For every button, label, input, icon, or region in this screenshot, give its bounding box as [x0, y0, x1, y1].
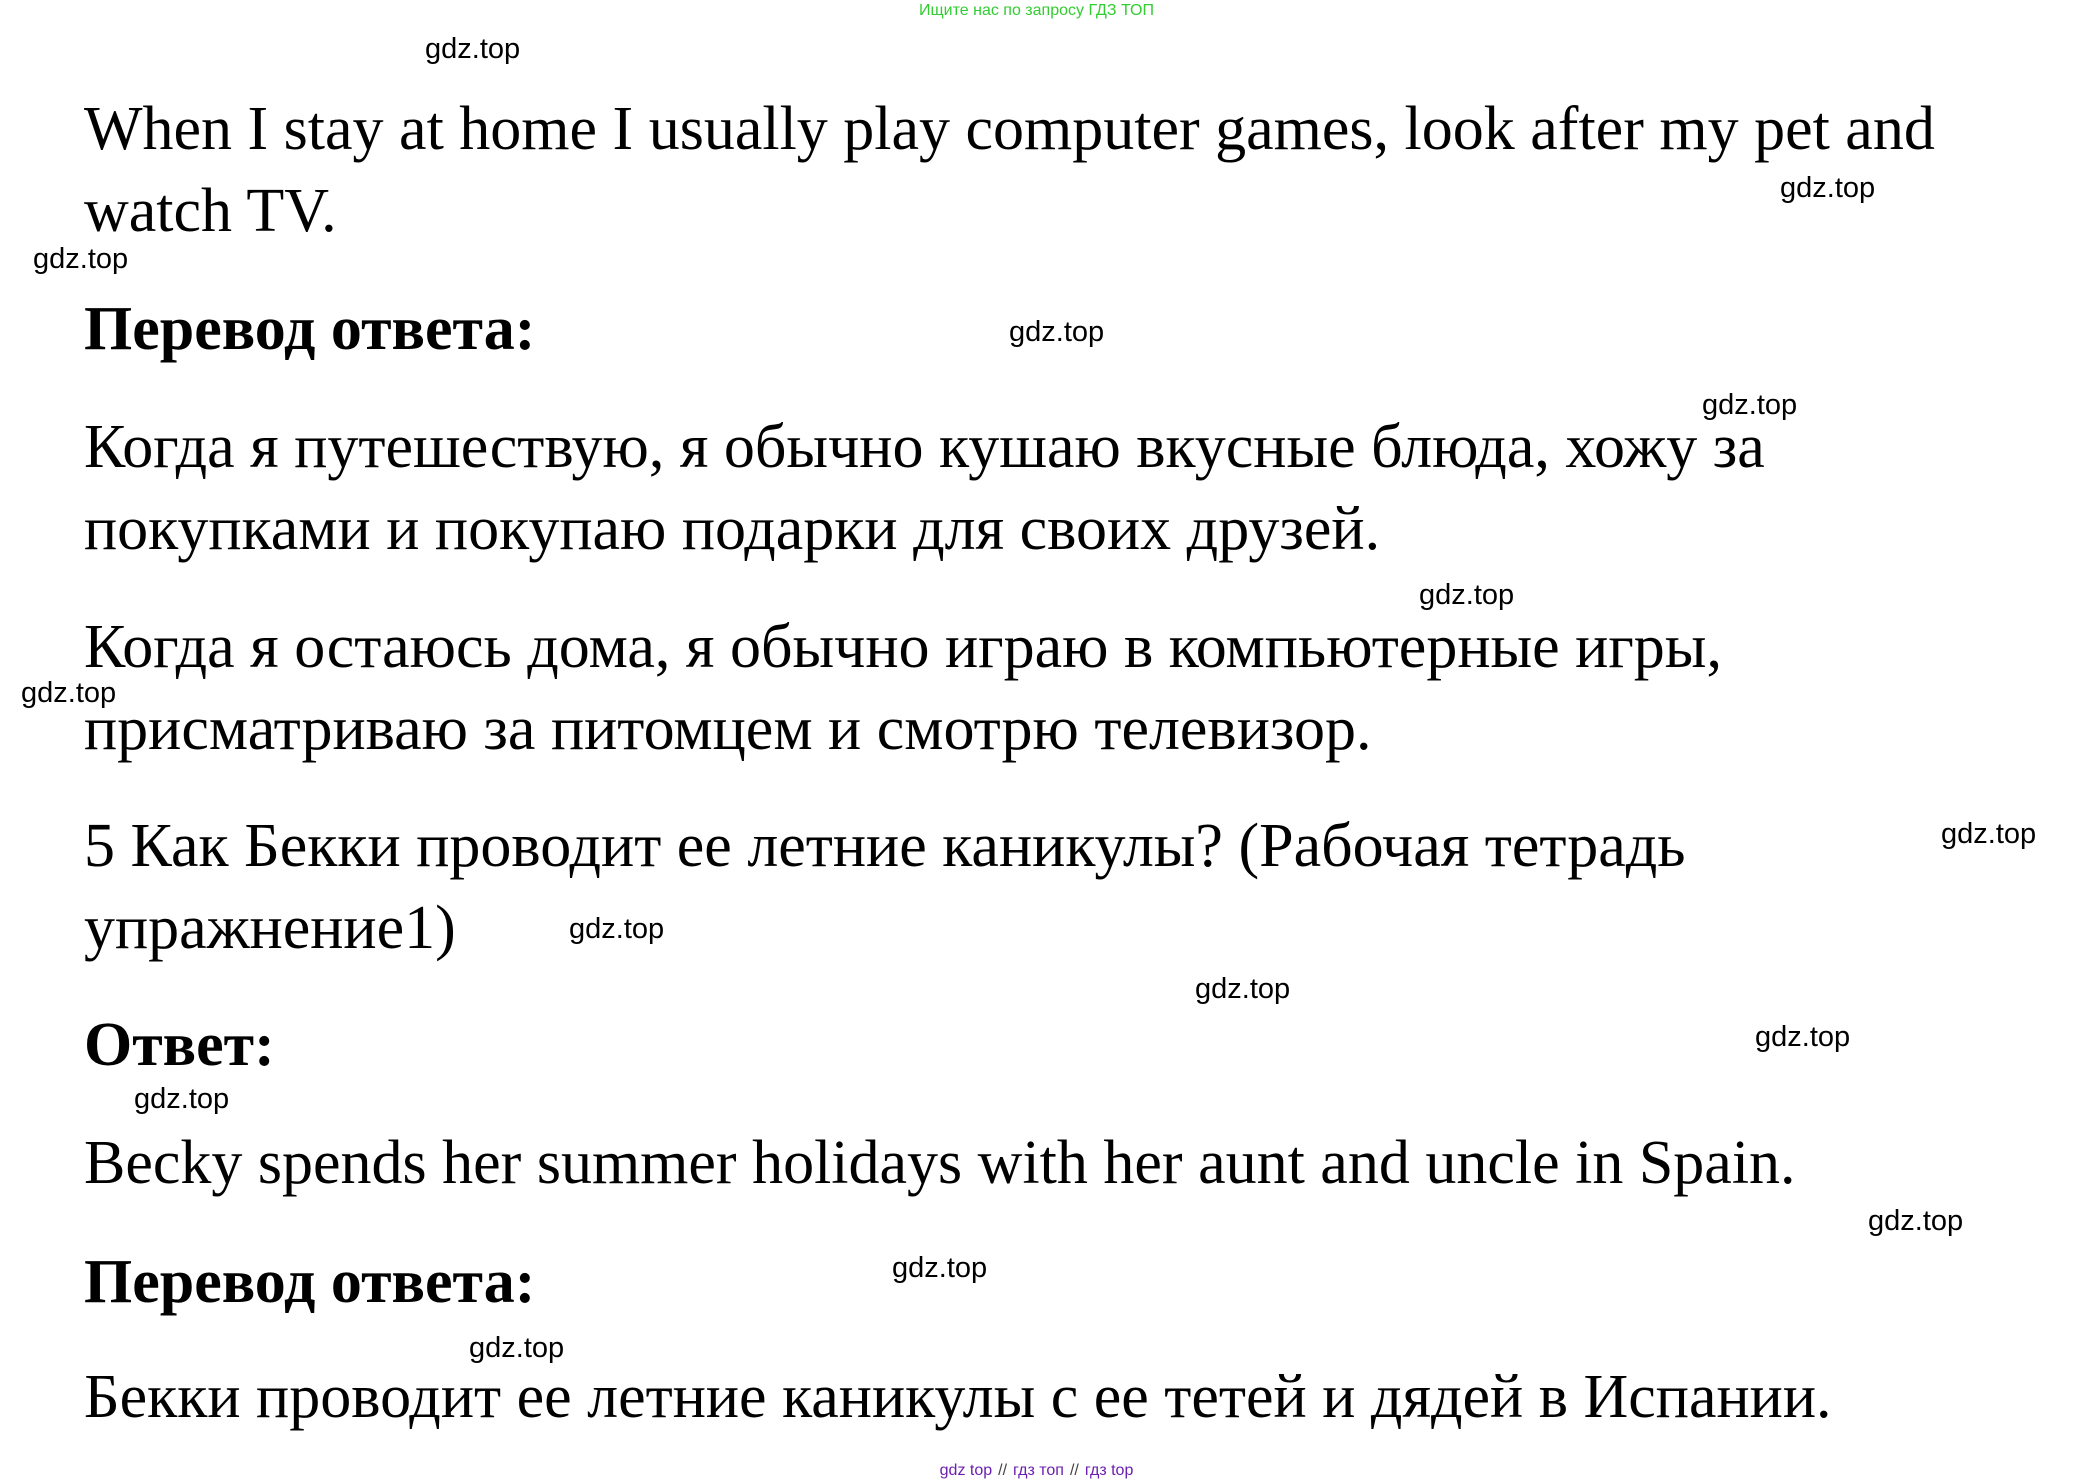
- footer-separator: //: [998, 1462, 1008, 1479]
- watermark: gdz.top: [892, 1252, 988, 1284]
- watermark: gdz.top: [21, 677, 117, 709]
- footer-link[interactable]: гдз топ: [1013, 1462, 1064, 1479]
- footer-separator: //: [1069, 1462, 1079, 1479]
- answer-english-becky: Becky spends her summer holidays with her aunt and uncle in Spain.: [84, 1129, 1796, 1197]
- watermark: gdz.top: [134, 1083, 230, 1115]
- answer-english-home: When I stay at home I usually play computer games, look after my pet and watch TV.: [84, 95, 1935, 245]
- footer-link[interactable]: gdz top: [939, 1462, 993, 1479]
- question-5: 5 Как Бекки проводит ее летние каникулы? (Рабочая тетрадь упражнение1): [84, 812, 1686, 962]
- watermark: gdz.top: [569, 913, 665, 945]
- watermark: gdz.top: [1780, 172, 1876, 204]
- translation-heading: Перевод ответа:: [84, 295, 536, 363]
- footer-links: [0, 1462, 2073, 1480]
- watermark: gdz.top: [1868, 1205, 1964, 1237]
- watermark: gdz.top: [1195, 973, 1291, 1005]
- answer-heading: Ответ:: [84, 1011, 275, 1079]
- footer-link[interactable]: гдз top: [1084, 1462, 1134, 1479]
- translation-heading: Перевод ответа:: [84, 1248, 536, 1316]
- translation-becky: Бекки проводит ее летние каникулы с ее тетей и дядей в Испании.: [84, 1363, 1832, 1431]
- translation-home: Когда я остаюсь дома, я обычно играю в компьютерные игры, присматриваю за питомцем и смотрю телевизор.: [84, 613, 1722, 763]
- watermark: gdz.top: [1755, 1021, 1851, 1053]
- top-banner: Ищите нас по запросу ГДЗ ТОП: [919, 2, 1154, 19]
- watermark: gdz.top: [33, 243, 129, 275]
- watermark: gdz.top: [1702, 389, 1798, 421]
- watermark: gdz.top: [425, 33, 521, 65]
- watermark: gdz.top: [469, 1332, 565, 1364]
- watermark: gdz.top: [1009, 316, 1105, 348]
- watermark: gdz.top: [1941, 818, 2037, 850]
- watermark: gdz.top: [1419, 579, 1515, 611]
- translation-travel: Когда я путешествую, я обычно кушаю вкусные блюда, хожу за покупками и покупаю подарки для своих друзей.: [84, 413, 1765, 563]
